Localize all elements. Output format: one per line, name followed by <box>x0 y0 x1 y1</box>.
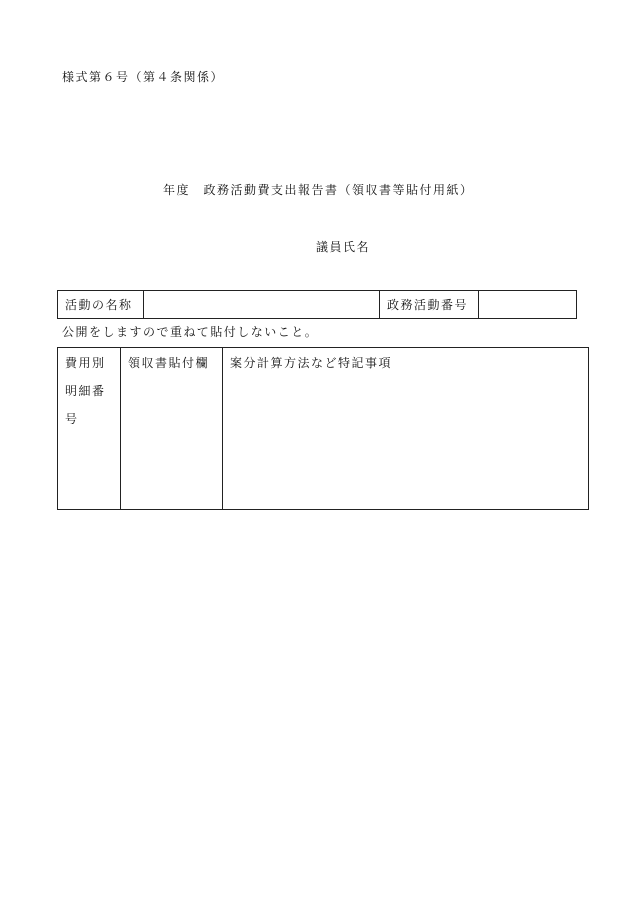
document-title: 年度 政務活動費支出報告書（領収書等貼付用紙） <box>163 183 474 197</box>
receipt-table <box>57 347 589 510</box>
member-name-label: 議員氏名 <box>316 240 371 254</box>
detail-number-label: 費用別明細番号 <box>65 356 106 426</box>
activity-name-field <box>143 291 379 318</box>
receipt-area-label: 領収書貼付欄 <box>128 356 210 370</box>
receipt-area-column <box>120 348 222 509</box>
activity-number-field <box>478 291 576 318</box>
activity-table <box>57 290 577 319</box>
detail-number-column <box>58 348 120 509</box>
remarks-column <box>222 348 588 509</box>
activity-name-label: 活動の名称 <box>65 298 133 312</box>
notice-text: 公開をしますので重ねて貼付しないこと。 <box>62 325 319 339</box>
form-number: 様式第６号（第４条関係） <box>62 70 225 84</box>
activity-number-label: 政務活動番号 <box>379 291 478 318</box>
remarks-label: 案分計算方法など特記事項 <box>230 356 393 370</box>
